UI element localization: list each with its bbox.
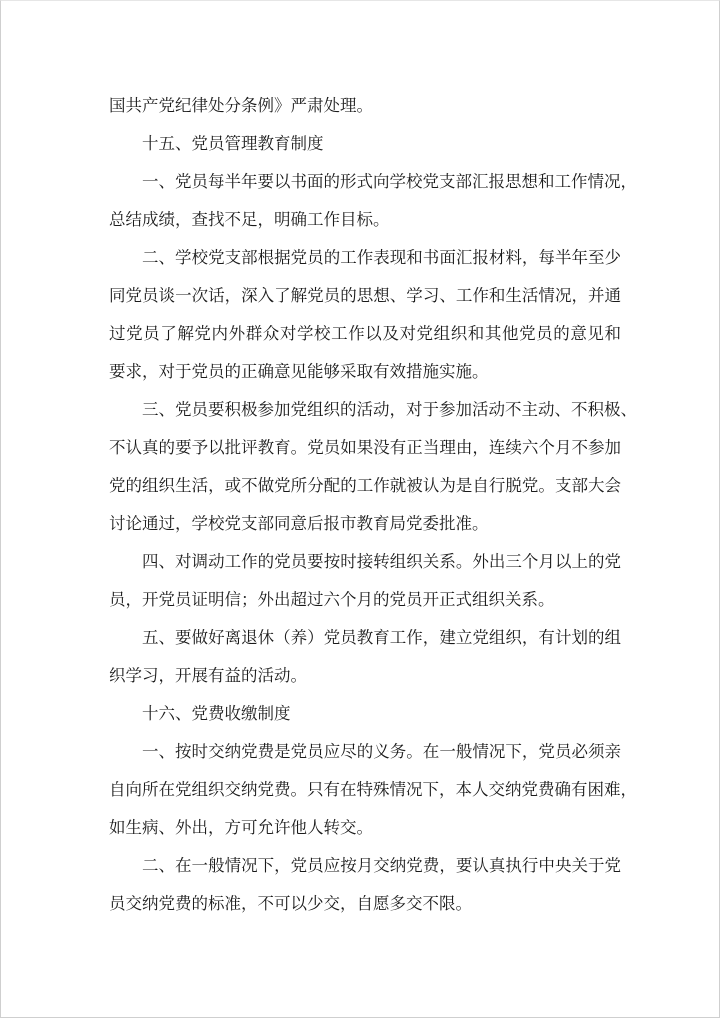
- text-line: 同党员谈一次话，深入了解党员的思想、学习、工作和生活情况，并通: [109, 286, 621, 305]
- text-line: 四、对调动工作的党员要按时接转组织关系。外出三个月以上的党: [142, 552, 621, 571]
- text-line: 党的组织生活，或不做党所分配的工作就被认为是自行脱党。支部大会: [109, 476, 621, 495]
- text-line: 五、要做好离退休（养）党员教育工作，建立党组织，有计划的组: [142, 628, 621, 647]
- text-line: 二、学校党支部根据党员的工作表现和书面汇报材料，每半年至少: [142, 248, 621, 267]
- text-line: 一、党员每半年要以书面的形式向学校党支部汇报思想和工作情况，: [142, 172, 637, 191]
- section-heading: 十五、党员管理教育制度: [142, 134, 324, 153]
- text-line: 三、党员要积极参加党组织的活动，对于参加活动不主动、不积极、: [142, 400, 637, 419]
- text-line: 二、在一般情况下，党员应按月交纳党费，要认真执行中央关于党: [142, 856, 621, 875]
- text-line: 一、按时交纳党费是党员应尽的义务。在一般情况下，党员必须亲: [142, 742, 621, 761]
- text-line: 如生病、外出，方可允许他人转交。: [109, 818, 373, 837]
- text-line: 要求，对于党员的正确意见能够采取有效措施实施。: [109, 362, 489, 381]
- document-body: [109, 87, 637, 923]
- text-line: 讨论通过，学校党支部同意后报市教育局党委批准。: [109, 514, 489, 533]
- text-line: 员交纳党费的标准，不可以少交，自愿多交不限。: [109, 894, 472, 913]
- text-line: 总结成绩，查找不足，明确工作目标。: [109, 210, 390, 229]
- text-line: 织学习，开展有益的活动。: [109, 666, 307, 685]
- text-line: 国共产党纪律处分条例》严肃处理。: [109, 96, 373, 115]
- text-line: 自向所在党组织交纳党费。只有在特殊情况下，本人交纳党费确有困难，: [109, 780, 637, 799]
- text-line: 员，开党员证明信；外出超过六个月的党员开正式组织关系。: [109, 590, 555, 609]
- section-heading: 十六、党费收缴制度: [142, 704, 291, 723]
- text-line: 不认真的要予以批评教育。党员如果没有正当理由，连续六个月不参加: [109, 438, 621, 457]
- text-line: 过党员了解党内外群众对学校工作以及对党组织和其他党员的意见和: [109, 324, 621, 343]
